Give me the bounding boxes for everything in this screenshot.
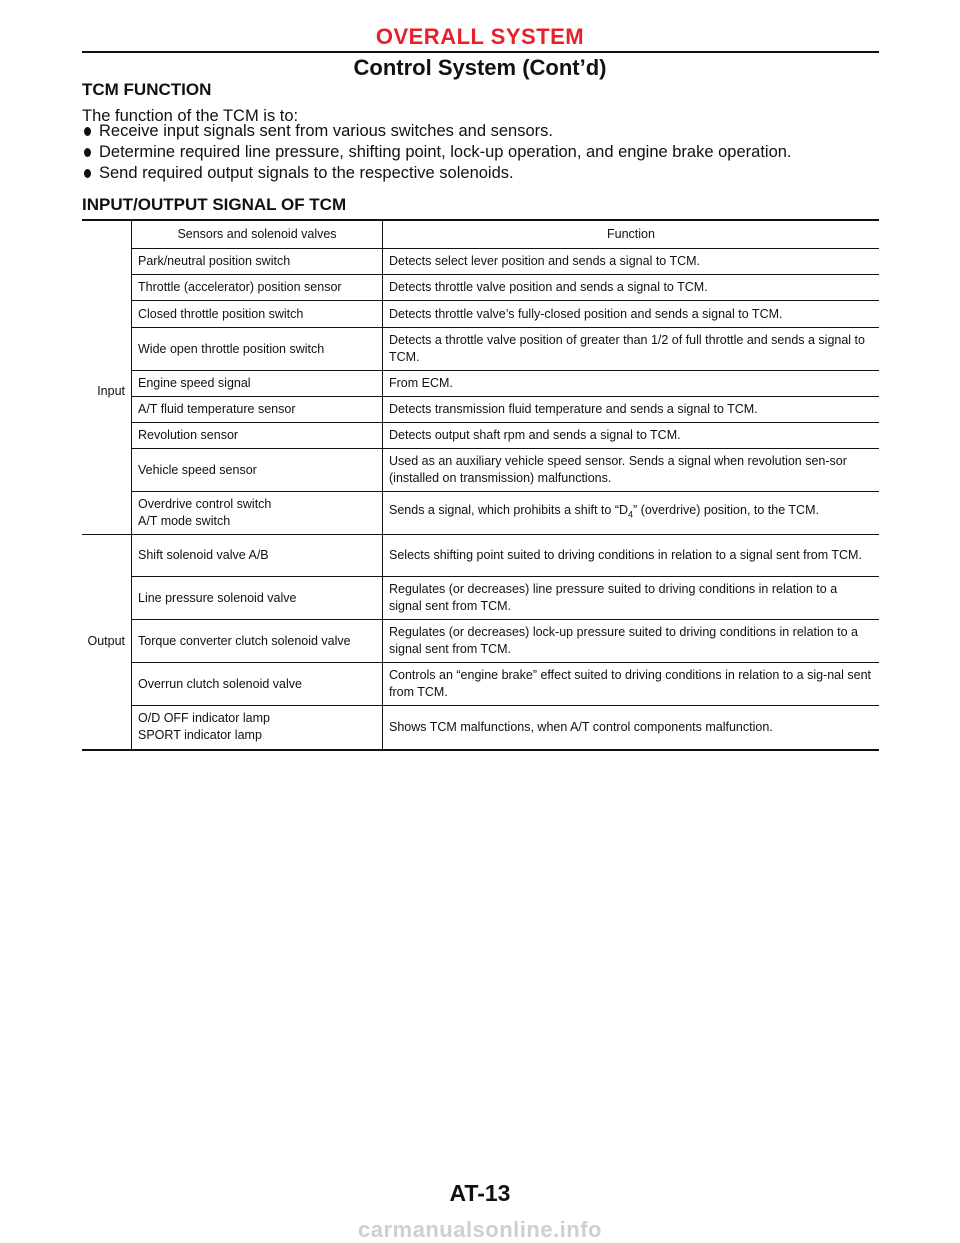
header-sensors: Sensors and solenoid valves [132, 220, 383, 249]
table-row [82, 275, 879, 301]
table-cell: From ECM. [383, 371, 880, 397]
header-rule [82, 51, 879, 53]
table-cell: Engine speed signal [132, 371, 383, 397]
table-cell: Overdrive control switch A/T mode switch [132, 492, 383, 535]
table-cell: Revolution sensor [132, 423, 383, 449]
table-cell: A/T fluid temperature sensor [132, 397, 383, 423]
table-row [82, 706, 879, 750]
table-row [82, 663, 879, 706]
table-cell: Detects output shaft rpm and sends a signal to TCM. [383, 423, 880, 449]
header-function: Function [383, 220, 880, 249]
table-cell: Line pressure solenoid valve [132, 577, 383, 620]
bullet-icon [84, 169, 91, 178]
table-cell: Torque converter clutch solenoid valve [132, 620, 383, 663]
table-cell: Park/neutral position switch [132, 249, 383, 275]
table-cell: Controls an “engine brake” effect suited to driving conditions in relation to a sig-nal sent from TCM. [383, 663, 880, 706]
section-header: OVERALL SYSTEM [375, 24, 585, 49]
table-cell: Regulates (or decreases) lock-up pressure suited to driving conditions in relation to a signal sent from TCM. [383, 620, 880, 663]
list-item: Receive input signals sent from various switches and sensors. [82, 121, 792, 142]
table-cell: Wide open throttle position switch [132, 328, 383, 371]
list-item: Send required output signals to the respective solenoids. [82, 163, 792, 184]
page-title: Control System (Cont’d) [353, 55, 607, 80]
table-cell: Detects select lever position and sends a signal to TCM. [383, 249, 880, 275]
table-row [82, 371, 879, 397]
table-cell: Throttle (accelerator) position sensor [132, 275, 383, 301]
table-cell: Used as an auxiliary vehicle speed sensor. Sends a signal when revolution sen-sor (installed on transmission) malfunctions. [383, 449, 880, 492]
table-row [82, 535, 879, 577]
input-group-label: Input [82, 249, 132, 535]
header-blank-cell [82, 220, 132, 249]
table-row [82, 249, 879, 275]
list-item: Determine required line pressure, shifting point, lock-up operation, and engine brake operation. [82, 142, 792, 163]
table-cell: Shows TCM malfunctions, when A/T control components malfunction. [383, 706, 880, 750]
table-cell: Detects a throttle valve position of greater than 1/2 of full throttle and sends a signal to TCM. [383, 328, 880, 371]
table-header-row [82, 220, 879, 249]
table-cell: Detects throttle valve position and sends a signal to TCM. [383, 275, 880, 301]
table-cell: Selects shifting point suited to driving conditions in relation to a signal sent from TCM. [383, 535, 880, 577]
io-signal-heading: INPUT/OUTPUT SIGNAL OF TCM [82, 195, 347, 214]
table-row [82, 397, 879, 423]
table-row [82, 301, 879, 328]
io-signal-table [82, 219, 879, 751]
table-cell: Vehicle speed sensor [132, 449, 383, 492]
watermark: carmanualsonline.info [358, 1217, 602, 1242]
output-group-label: Output [82, 535, 132, 750]
table-row [82, 620, 879, 663]
table-cell: Sends a signal, which prohibits a shift to “$D_4$” (overdrive) position, to the TCM. [383, 492, 880, 535]
table-row [82, 449, 879, 492]
table-row [82, 423, 879, 449]
table-cell: Overrun clutch solenoid valve [132, 663, 383, 706]
tcm-function-heading: TCM FUNCTION [82, 80, 212, 99]
tcm-function-bullets [82, 121, 792, 184]
page-number: AT-13 [449, 1180, 511, 1206]
bullet-icon [84, 148, 91, 157]
table-cell: O/D OFF indicator lamp SPORT indicator lamp [132, 706, 383, 750]
table-cell: Detects throttle valve’s fully-closed position and sends a signal to TCM. [383, 301, 880, 328]
table-cell: Closed throttle position switch [132, 301, 383, 328]
table-row [82, 577, 879, 620]
table-row [82, 492, 879, 535]
table-cell: Detects transmission fluid temperature and sends a signal to TCM. [383, 397, 880, 423]
table-cell: Shift solenoid valve A/B [132, 535, 383, 577]
table-row [82, 328, 879, 371]
bullet-icon [84, 127, 91, 136]
table-cell: Regulates (or decreases) line pressure suited to driving conditions in relation to a signal sent from TCM. [383, 577, 880, 620]
tcm-function-intro: The function of the TCM is to: [82, 107, 299, 125]
